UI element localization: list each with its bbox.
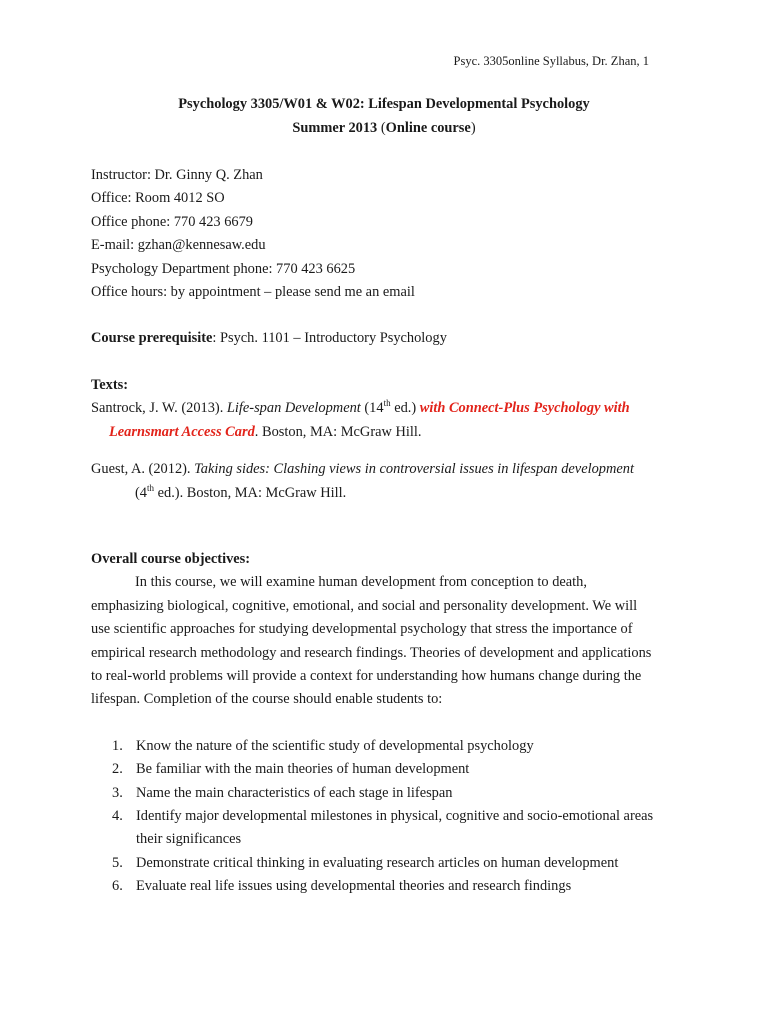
book2-title: Taking sides: Clashing views in controversial issues in lifespan development [194, 461, 634, 478]
paragraph-line: lifespan. Completion of the course should enable students to: [91, 691, 443, 708]
book1-publisher: . Boston, MA: McGraw Hill. [254, 423, 422, 440]
list-item [91, 782, 691, 805]
paragraph-line: emphasizing biological, cognitive, emotional, and social and personality development. We will [91, 597, 638, 614]
objectives-section [91, 548, 691, 899]
office-hours-line: Office hours: by appointment – please send me an email [91, 283, 415, 300]
office-line: Office: Room 4012 SO [91, 190, 225, 207]
book1-edition-post: ed.) [390, 400, 420, 417]
book1-access-card-line1: with Connect-Plus Psychology with [419, 400, 630, 417]
list-item-text: Name the main characteristics of each stage in lifespan [136, 784, 453, 801]
book2-edition-sup: th [147, 482, 155, 493]
course-title-block [0, 92, 768, 140]
course-title: Psychology 3305/W01 & W02: Lifespan Developmental Psychology [178, 96, 590, 112]
course-term [0, 116, 768, 140]
book1-line1 [91, 397, 711, 420]
texts-section [91, 374, 711, 505]
prerequisite-section [91, 327, 681, 350]
list-item [91, 758, 691, 781]
list-item-text: Evaluate real life issues using developmental theories and research findings [136, 878, 572, 895]
list-item-number: 1. [112, 737, 123, 754]
list-item-number: 5. [112, 854, 123, 871]
list-item-text: Know the nature of the scientific study of developmental psychology [136, 737, 534, 754]
contact-info [91, 164, 681, 304]
paragraph-line: empirical research methodology and research findings. Theories of development and applications [91, 644, 652, 661]
list-item-number: 2. [112, 761, 123, 778]
objectives-heading: Overall course objectives: [91, 551, 251, 567]
running-header: Psyc. 3305online Syllabus, Dr. Zhan, 1 [453, 54, 649, 68]
prerequisite-label: Course prerequisite [91, 330, 213, 346]
book1-title: Life-span Development [226, 400, 361, 417]
list-item-number: 4. [112, 807, 123, 824]
prerequisite-line [91, 327, 681, 350]
instructor-line: Instructor: Dr. Ginny Q. Zhan [91, 167, 263, 183]
list-item-number: 6. [112, 878, 123, 895]
objectives-paragraph [91, 571, 691, 711]
book1-edition-pre: (14 [360, 400, 384, 417]
paragraph-line: use scientific approaches for studying developmental psychology that stress the importance of [91, 621, 633, 638]
objectives-list [91, 735, 691, 899]
dept-phone-line: Psychology Department phone: 770 423 6625 [91, 260, 356, 277]
list-item [91, 735, 691, 758]
prerequisite-value: : Psych. 1101 – Introductory Psychology [212, 330, 447, 346]
term-paren-close: ) [470, 120, 476, 136]
book2-line2 [91, 482, 711, 505]
email-line: E-mail: gzhan@kennesaw.edu [91, 237, 266, 254]
term-season: Summer 2013 [292, 120, 378, 136]
list-item-text: Demonstrate critical thinking in evaluating research articles on human development [136, 854, 619, 871]
term-type: Online course [385, 120, 471, 136]
texts-heading: Texts: [91, 377, 129, 393]
paragraph-line: to real-world problems will provide a context for understanding how humans change during the [91, 667, 642, 684]
list-item-text: Be familiar with the main theories of human development [136, 761, 470, 778]
office-phone-line: Office phone: 770 423 6679 [91, 213, 253, 230]
book2-author: Guest, A. (2012). [91, 461, 195, 478]
list-item [91, 805, 691, 852]
book2-edition-post: ed.). Boston, MA: McGraw Hill. [154, 484, 347, 501]
list-item-number: 3. [112, 784, 123, 801]
book1-access-card-line2: Learnsmart Access Card [109, 423, 255, 440]
paragraph-line: In this course, we will examine human development from conception to death, [135, 574, 587, 591]
term-paren-open: ( [377, 120, 386, 136]
list-item-text: Identify major developmental milestones in physical, cognitive and socio-emotional areas [136, 807, 654, 824]
book1-author: Santrock, J. W. (2013). [91, 400, 227, 417]
list-item [91, 852, 691, 875]
book1-line2 [91, 421, 711, 444]
list-item-text-continued: their significances [136, 831, 242, 848]
book2-line1 [91, 458, 711, 481]
list-item [91, 875, 691, 898]
book1-edition-sup: th [383, 398, 391, 409]
book2-edition-pre: (4 [135, 484, 147, 501]
